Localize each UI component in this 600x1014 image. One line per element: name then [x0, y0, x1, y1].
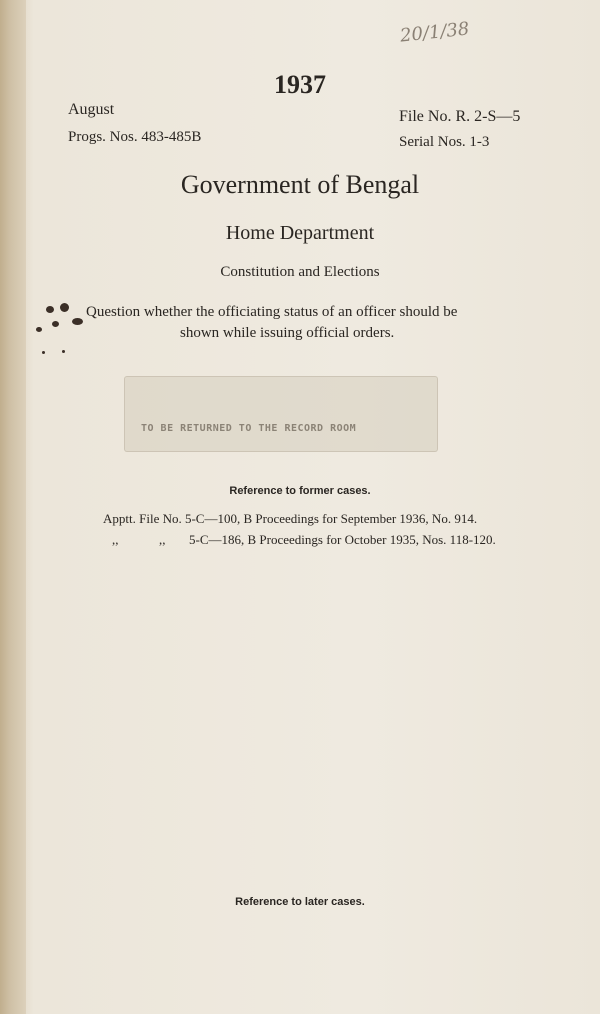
- ink-blot: [36, 327, 42, 332]
- ink-blot: [62, 350, 65, 353]
- handwritten-date-note: 20/1/38: [399, 18, 471, 47]
- question-line-1: Question whether the officiating status of an officer should be: [86, 304, 458, 320]
- government-title: Government of Bengal: [180, 170, 420, 199]
- ditto-mark: ,,: [112, 532, 119, 547]
- year-heading: 1937: [274, 70, 326, 99]
- ink-blot: [60, 303, 69, 312]
- reference-line-2: 5-C—186, B Proceedings for October 1935, Nos. 118-120.: [189, 532, 496, 547]
- page-edge-shadow: [0, 0, 26, 1014]
- ditto-mark: ,,: [159, 532, 166, 547]
- stamp-area: [124, 376, 438, 452]
- month-label: August: [68, 101, 115, 118]
- reference-line-1: Apptt. File No. 5-C—100, B Proceedings for September 1936, No. 914.: [103, 511, 478, 526]
- proceedings-numbers: Progs. Nos. 483-485B: [68, 129, 202, 145]
- ink-blot: [72, 318, 83, 325]
- ink-blot: [42, 351, 45, 354]
- record-room-stamp: TO BE RETURNED TO THE RECORD ROOM: [141, 423, 357, 434]
- file-number: File No. R. 2-S—5: [399, 108, 521, 125]
- subject-title: Constitution and Elections: [220, 264, 380, 280]
- ink-blot: [52, 321, 59, 327]
- later-cases-heading: Reference to later cases.: [235, 896, 365, 908]
- former-cases-heading: Reference to former cases.: [229, 485, 371, 497]
- department-title: Home Department: [225, 222, 375, 244]
- ink-blot: [46, 306, 54, 313]
- serial-numbers: Serial Nos. 1-3: [399, 134, 490, 150]
- question-line-2: shown while issuing official orders.: [180, 325, 395, 341]
